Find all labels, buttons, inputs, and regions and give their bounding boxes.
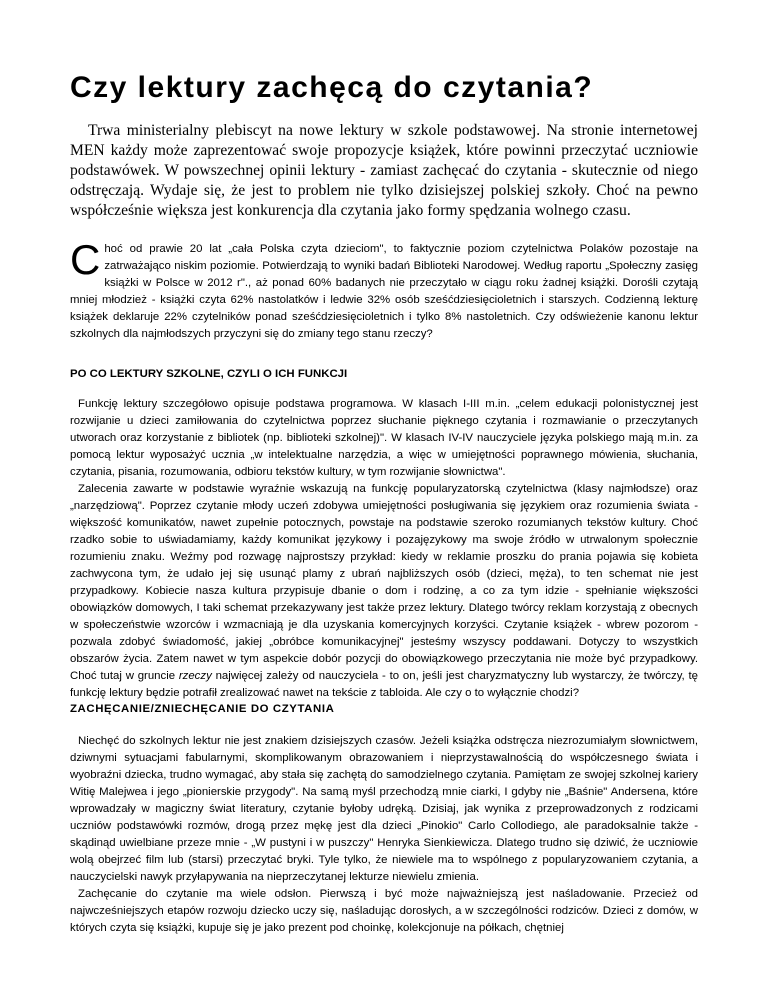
- paragraph: Niechęć do szkolnych lektur nie jest znakiem dzisiejszych czasów. Jeżeli książka odstręcza niezrozumiałym słownictwem, dziwnymi sytuacjami fabularnymi, skomplikowanym obrazowaniem i nieprzystawalnością do współczesnego świata i wyobraźni dziecka, trudno wymagać, aby stała się zachętą do samodzielnego czytania. Pamiętam ze swojej szkolnej kariery Witię Malejwea i jego „pionierskie przygody". Na samą myśl przechodzą mnie ciarki, I gdyby nie „Baśnie" Andersena, które wprowadzały w magiczny świat literatury, czytanie byłoby udręką. Dzisiaj, jak wynika z przeprowadzonych z rodzicami uczniów podstawówki rozmów, drogą przez mękę jest dla dzieci „Pinokio" Carlo Collodiego, ale paradoksalnie także - skądinąd uwielbiane przeze mnie - „W pustyni i w puszczy" Henryka Sienkiewicza. Dlatego trudno się dziwić, że uczniowie wolą obejrzeć film lub (starsi) przeczytać bryki. Tyle tylko, że niewiele ma to wspólnego z popularyzowaniem czytania, a nauczycielski nawyk przyłapywania na nieprzeczytanej lekturze niewielu zmienia.: [70, 735, 698, 883]
- paragraph-text: najwięcej zależy od nauczyciela - to on, jeśli jest charyzmatyczny lub wystarczy, że twórczy, tę funkcję lektury będzie potrafił zrealizować nawet na tekście z tabloida. Ale czy o to wyłącznie chodzi?: [70, 670, 698, 699]
- article-title: Czy lektury zachęcą do czytania?: [70, 71, 594, 104]
- paragraph: Zachęcanie do czytanie ma wiele odsłon. Pierwszą i być może najważniejszą jest naśladowanie. Przecież od najwcześniejszych etapów rozwoju dziecko uczy się, naśladując dorosłych, a w szczególności rodziców. Dzieci z domów, w których czyta się książki, kupuje się je jako prezent pod choinkę, kolekcjonuje na półkach, chętniej: [70, 888, 698, 934]
- intro-text: hoć od prawie 20 lat „cała Polska czyta dzieciom", to faktycznie poziom czytelnictwa Polaków pozostaje na zatrważająco niskim poziomie. Potwierdzają to wyniki badań Biblioteki Narodowej. Według raportu „Społeczny zasięg książki w Polsce w 2012 r"., aż ponad 60% badanych nie przeczytało w ciągu roku żadnej książki. Dorośli czytają mniej młodzież - książki czyta 62% nastolatków i ledwie 32% osób sześćdziesięcioletnich i starszych. Codzienną lekturę książek deklaruje 22% czytelników ponad sześćdziesięcioletnich i tylko 8% nastoletnich. Czy odświeżenie kanonu lektur szkolnych dla najmłodszych przyczyni się do zmiany tego stanu rzeczy?: [70, 243, 698, 340]
- drop-cap: C: [70, 236, 101, 283]
- italic-word: rzeczy: [178, 670, 212, 682]
- paragraph: Funkcję lektury szczegółowo opisuje podstawa programowa. W klasach I-III m.in. „celem edukacji polonistycznej jest rozwijanie u dzieci zamiłowania do czytelnictwa poprzez słuchanie pięknego czytania i rozmawianie o przeczytanych utworach oraz korzystanie z bibliotek (np. biblioteki szkolnej)". W klasach IV-IV nauczyciele języka polskiego mają m.in. za pomocą lektur wyposażyć ucznia „w intelektualne narzędzia, a więc w umiejętności poprawnego mówienia, słuchania, czytania, pisania, rozumowania, odbioru tekstów kultury, w tym rozwijanie słownictwa".: [70, 398, 698, 478]
- section-heading-functions: PO CO LEKTURY SZKOLNE, CZYLI O ICH FUNKCJI: [70, 368, 348, 380]
- section-heading-encouragement: ZACHĘCANIE/ZNIECHĘCANIE DO CZYTANIA: [70, 703, 335, 715]
- paragraph: [70, 481, 698, 702]
- article-lead: Trwa ministerialny plebiscyt na nowe lektury w szkole podstawowej. Na stronie internetowej MEN każdy może zaprezentować swoje propozycje książek, które powinni przeczytać uczniowie podstawówek. W powszechnej opinii lektury - zamiast zachęcać do czytania - skutecznie od niego odstręczają. Wydaje się, że jest to problem nie tylko dzisiejszej polskiej szkoły. Choć na pewno współcześnie większa jest konkurencja dla czytania jako formy spędzania wolnego czasu.: [70, 122, 698, 219]
- intro-paragraph: [70, 236, 698, 343]
- paragraph-text: Zalecenia zawarte w podstawie wyraźnie wskazują na funkcję popularyzatorską czytelnictwa (klasy najmłodsze) oraz „narzędziową". Poprzez czytanie młody uczeń zdobywa umiejętności posługiwania się językiem oraz rozumienia świata - większość komunikatów, nawet zupełnie potocznych, powstaje na podstawie szeroko rozumianych tekstów kultury. Choć rzadko sobie to uświadamiamy, każdy komunikat językowy i pozajęzykowy ma swoje źródło w utrwalonym społecznie rozumieniu znaku. Weźmy pod rozwagę najprostszy przykład: kiedy w reklamie proszku do prania pojawia się kobieta zachwycona tym, że udało jej się usunąć plamy z ubrań najbliższych osób (dzieci, męża), to ten schemat nie jest przypadkowy. Kobiecie nasza kultura przypisuje dbanie o dom i rodzinę, a co za tym idzie - spełnianie większości obowiązków domowych, I taki schemat przekazywany jest także przez lektury. Dlatego twórcy reklam korzystają z obecnych w społeczeństwie wzorców i wzmacniają je dla uzyskania komercyjnych korzyści. Czytanie książek - wbrew pozorom - pozwala zdobyć świadomość, jakiej „obróbce komunikacyjnej" jesteśmy wszyscy poddawani. Dotyczy to wszystkich obszarów życia. Zatem nawet w tym aspekcie dobór pozycji do obowiązkowego przeczytania nie może być przypadkowy. Choć tutaj w gruncie: [70, 483, 698, 682]
- section-body-functions: [70, 396, 698, 702]
- section-body-encouragement: [70, 733, 698, 937]
